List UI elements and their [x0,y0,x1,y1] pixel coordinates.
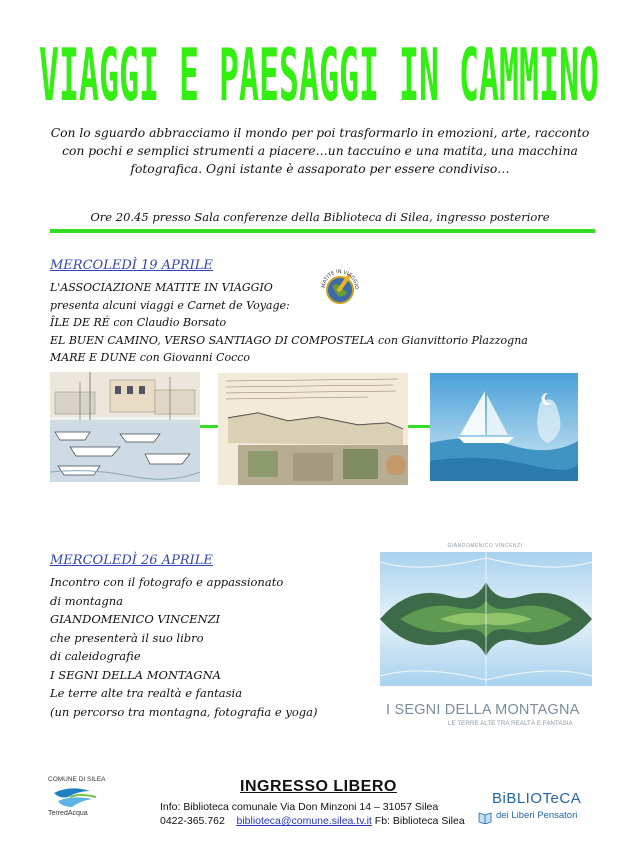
library-subtitle [496,810,577,821]
book-cover [380,540,592,730]
book-icon [478,810,492,824]
event2-line: GIANDOMENICO VINCENZI [50,612,221,626]
event1-line: MARE E DUNE con Giovanni Cocco [50,351,251,364]
event1-line: EL BUEN CAMINO, VERSO SANTIAGO DI COMPOSTELA con Gianvittorio Plazzogna [50,333,528,347]
terre-label: TerredAcqua [48,810,88,817]
intro-line: fotografica. Ogni istante è assaporato per essere condiviso… [130,162,510,176]
matite-logo-text: MATITE IN VIAGGIO [320,268,360,290]
event2-description [50,573,317,721]
library-sub-pensatori: Pensatori [537,810,578,821]
event1-description [50,279,528,367]
poster-title-graphic [0,18,638,118]
event2-line: (un percorso tra montagna, fotografia e yoga) [50,704,318,719]
title-text: VIAGGI E PAESAGGI IN CAMMINO [38,32,600,118]
comune-silea-logo [48,776,118,826]
info-line: Info: Biblioteca comunale Via Don Minzoni 14 – 31057 Silea [160,801,439,813]
event1-line: presenta alcuni viaggi e Carnet de Voyage: [50,298,290,312]
connector-line [408,425,430,428]
camino-map-sketch-image [218,373,408,485]
venue-line: Ore 20.45 presso Sala conferenze della Biblioteca di Silea, ingresso posteriore [90,210,550,224]
book-subtitle: LE TERRE ALTE TRA REALTÀ E FANTASIA [448,720,573,727]
event2-line: I SEGNI DELLA MONTAGNA [50,667,221,682]
library-logo-title: BiBLIOTeCA [492,790,582,807]
terre-acqua-icon [50,785,100,809]
event2-line: di montagna [50,593,124,608]
book-author: GIANDOMENICO VINCENZI [447,543,523,549]
library-sub-liberi: Liberi [511,810,535,821]
book-title: I SEGNI DELLA MONTAGNA [386,702,580,718]
matite-logo [320,268,360,308]
divider-rule [50,229,595,233]
event1-line: L'ASSOCIAZIONE MATITE IN VIAGGIO [50,281,273,294]
kaleidograph-image [380,552,592,686]
intro-line: Con lo sguardo abbracciamo il mondo per poi trasformarlo in emozioni, arte, racconto [50,126,590,140]
poster-title [0,18,638,118]
facebook-text: Fb: Biblioteca Silea [374,815,465,827]
email-link[interactable]: biblioteca@comune.silea.tv.it [236,815,372,827]
event2-line: che presenterà il suo libro [50,630,204,645]
event2-line: di caleidografie [50,649,141,663]
library-sub-dei: dei [496,810,509,821]
intro-line: con pochi e semplici strumenti a piacere…un taccuino e una matita, una macchina [62,144,578,158]
event1-line: ÎLE DE RÉ con Claudio Borsato [50,316,227,329]
intro-paragraph [40,124,600,178]
event2-line: Le terre alte tra realtà e fantasia [50,686,243,700]
phone-number: 0422-365.762 [160,815,225,827]
globe-icon [320,268,360,308]
harbour-sketch-image [50,372,200,482]
sailboat-painting-image [430,373,578,481]
comune-label: COMUNE DI SILEA [48,776,106,783]
ingresso-libero: INGRESSO LIBERO [240,778,397,795]
event2-date: MERCOLEDÌ 26 APRILE [50,553,213,568]
event2-line: Incontro con il fotografo e appassionato [50,575,284,589]
event1-date: MERCOLEDÌ 19 APRILE [50,258,213,273]
contact-line [160,815,465,827]
library-logo [478,788,596,832]
